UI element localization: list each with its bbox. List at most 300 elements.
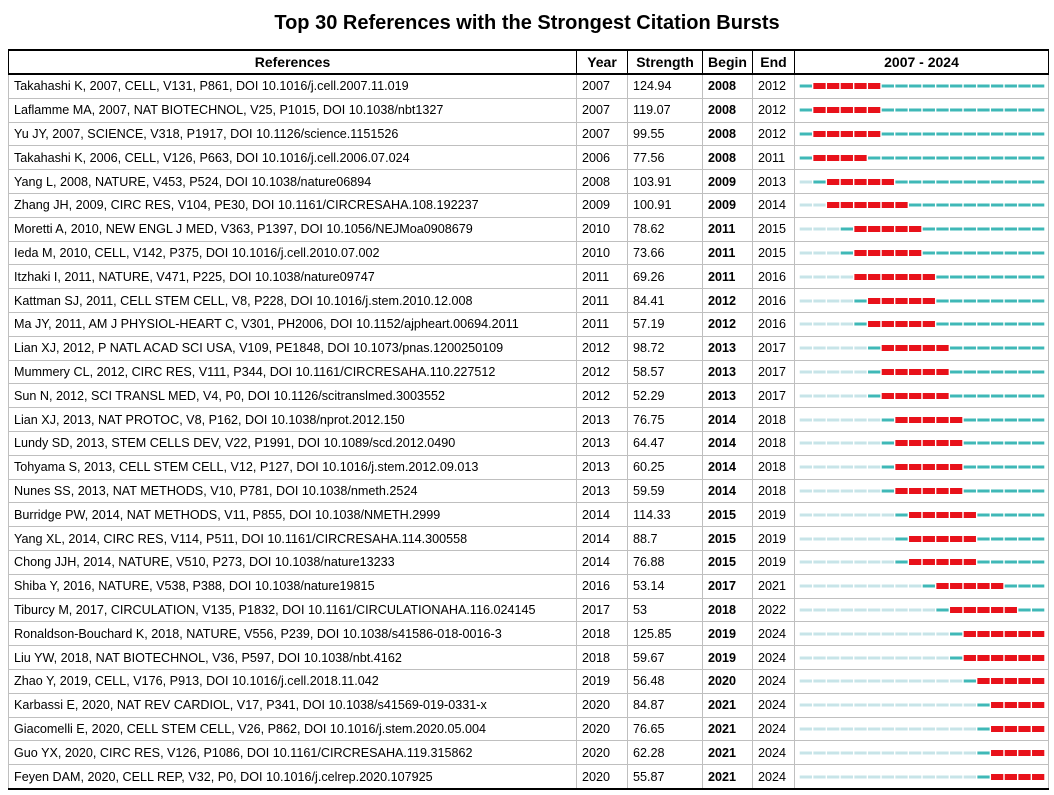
active-segment: [991, 537, 1003, 540]
active-segment: [1032, 251, 1044, 254]
burst-segment: [895, 417, 907, 423]
inactive-segment: [800, 775, 812, 778]
burst-segment: [854, 179, 866, 185]
begin-cell: 2020: [703, 669, 753, 693]
inactive-segment: [854, 751, 866, 754]
inactive-segment: [827, 323, 839, 326]
active-segment: [1032, 466, 1044, 469]
end-cell: 2024: [753, 741, 795, 765]
year-cell: 2020: [577, 717, 628, 741]
inactive-segment: [800, 323, 812, 326]
year-cell: 2014: [577, 550, 628, 574]
table-row: [9, 74, 1049, 98]
burst-segment: [1032, 655, 1044, 661]
burst-segment: [841, 202, 853, 208]
burst-timeline-cell: [795, 170, 1049, 194]
burst-segment: [909, 298, 921, 304]
active-segment: [964, 180, 976, 183]
strength-cell: 58.57: [628, 360, 703, 384]
burst-segment: [936, 345, 948, 351]
end-cell: 2019: [753, 503, 795, 527]
burst-segment: [868, 250, 880, 256]
burst-segment: [854, 226, 866, 232]
burst-timeline: [795, 313, 1049, 335]
burst-segment: [813, 131, 825, 137]
inactive-segment: [800, 680, 812, 683]
inactive-segment: [800, 180, 812, 183]
active-segment: [895, 180, 907, 183]
active-segment: [1005, 442, 1017, 445]
burst-segment: [909, 417, 921, 423]
inactive-segment: [854, 466, 866, 469]
inactive-segment: [827, 442, 839, 445]
burst-segment: [909, 345, 921, 351]
active-segment: [977, 704, 989, 707]
citation-burst-table: [8, 49, 1049, 790]
active-segment: [1005, 585, 1017, 588]
end-cell: 2012: [753, 74, 795, 98]
reference-cell: Takahashi K, 2006, CELL, V126, P663, DOI 10.1016/j.cell.2006.07.024: [9, 146, 577, 170]
table-row: [9, 622, 1049, 646]
active-segment: [991, 299, 1003, 302]
active-segment: [1032, 394, 1044, 397]
burst-segment: [854, 202, 866, 208]
burst-timeline: [795, 647, 1049, 669]
begin-cell: 2012: [703, 312, 753, 336]
active-segment: [977, 180, 989, 183]
inactive-segment: [813, 394, 825, 397]
burst-timeline: [795, 742, 1049, 764]
inactive-segment: [813, 442, 825, 445]
burst-timeline-cell: [795, 193, 1049, 217]
active-segment: [868, 156, 880, 159]
active-segment: [1005, 204, 1017, 207]
burst-segment: [1018, 726, 1030, 732]
active-segment: [909, 109, 921, 112]
reference-cell: Ronaldson-Bouchard K, 2018, NATURE, V556, P239, DOI 10.1038/s41586-018-0016-3: [9, 622, 577, 646]
active-segment: [1032, 180, 1044, 183]
burst-segment: [882, 298, 894, 304]
header-year: Year: [577, 50, 628, 74]
strength-cell: 53: [628, 598, 703, 622]
inactive-segment: [800, 442, 812, 445]
active-segment: [977, 466, 989, 469]
burst-timeline: [795, 385, 1049, 407]
inactive-segment: [868, 632, 880, 635]
active-segment: [895, 537, 907, 540]
active-segment: [991, 156, 1003, 159]
year-cell: 2014: [577, 527, 628, 551]
burst-segment: [1005, 702, 1017, 708]
active-segment: [909, 85, 921, 88]
inactive-segment: [868, 680, 880, 683]
burst-segment: [950, 488, 962, 494]
reference-cell: Yang XL, 2014, CIRC RES, V114, P511, DOI 10.1161/CIRCRESAHA.114.300558: [9, 527, 577, 551]
active-segment: [950, 85, 962, 88]
end-cell: 2016: [753, 289, 795, 313]
end-cell: 2024: [753, 646, 795, 670]
burst-segment: [964, 512, 976, 518]
active-segment: [895, 561, 907, 564]
inactive-segment: [841, 680, 853, 683]
active-segment: [1032, 299, 1044, 302]
year-cell: 2011: [577, 289, 628, 313]
table-row: [9, 669, 1049, 693]
end-cell: 2024: [753, 765, 795, 789]
burst-segment: [923, 298, 935, 304]
strength-cell: 60.25: [628, 455, 703, 479]
burst-timeline-cell: [795, 765, 1049, 789]
end-cell: 2011: [753, 146, 795, 170]
reference-cell: Burridge PW, 2014, NAT METHODS, V11, P855, DOI 10.1038/NMETH.2999: [9, 503, 577, 527]
active-segment: [964, 323, 976, 326]
burst-segment: [895, 202, 907, 208]
inactive-segment: [909, 585, 921, 588]
burst-timeline: [795, 194, 1049, 216]
active-segment: [1032, 109, 1044, 112]
year-cell: 2020: [577, 693, 628, 717]
inactive-segment: [923, 751, 935, 754]
burst-segment: [950, 536, 962, 542]
burst-timeline-cell: [795, 146, 1049, 170]
year-cell: 2019: [577, 669, 628, 693]
active-segment: [991, 394, 1003, 397]
table-row: [9, 336, 1049, 360]
inactive-segment: [813, 537, 825, 540]
active-segment: [964, 394, 976, 397]
burst-segment: [991, 678, 1003, 684]
begin-cell: 2021: [703, 693, 753, 717]
burst-segment: [923, 559, 935, 565]
inactive-segment: [813, 489, 825, 492]
active-segment: [950, 109, 962, 112]
inactive-segment: [841, 608, 853, 611]
burst-segment: [827, 179, 839, 185]
burst-segment: [895, 274, 907, 280]
active-segment: [923, 156, 935, 159]
inactive-segment: [895, 751, 907, 754]
active-segment: [800, 156, 812, 159]
inactive-segment: [882, 727, 894, 730]
inactive-segment: [895, 632, 907, 635]
active-segment: [1018, 251, 1030, 254]
inactive-segment: [841, 585, 853, 588]
active-segment: [991, 323, 1003, 326]
inactive-segment: [813, 418, 825, 421]
burst-segment: [991, 726, 1003, 732]
burst-segment: [841, 155, 853, 161]
end-cell: 2019: [753, 527, 795, 551]
inactive-segment: [882, 537, 894, 540]
reference-cell: Sun N, 2012, SCI TRANSL MED, V4, P0, DOI 10.1126/scitranslmed.3003552: [9, 384, 577, 408]
inactive-segment: [909, 608, 921, 611]
active-segment: [991, 513, 1003, 516]
year-cell: 2020: [577, 741, 628, 765]
active-segment: [1005, 466, 1017, 469]
active-segment: [950, 228, 962, 231]
active-segment: [1032, 442, 1044, 445]
inactive-segment: [841, 299, 853, 302]
burst-segment: [909, 536, 921, 542]
active-segment: [936, 323, 948, 326]
burst-segment: [923, 464, 935, 470]
inactive-segment: [909, 727, 921, 730]
active-segment: [1005, 323, 1017, 326]
burst-segment: [895, 250, 907, 256]
inactive-segment: [882, 704, 894, 707]
end-cell: 2014: [753, 193, 795, 217]
begin-cell: 2013: [703, 384, 753, 408]
inactive-segment: [854, 418, 866, 421]
active-segment: [977, 489, 989, 492]
burst-segment: [868, 131, 880, 137]
inactive-segment: [800, 204, 812, 207]
burst-segment: [827, 155, 839, 161]
header-strength: Strength: [628, 50, 703, 74]
active-segment: [882, 132, 894, 135]
year-cell: 2018: [577, 622, 628, 646]
table-row: [9, 598, 1049, 622]
burst-timeline-cell: [795, 408, 1049, 432]
begin-cell: 2014: [703, 431, 753, 455]
table-row: [9, 241, 1049, 265]
burst-timeline: [795, 766, 1049, 788]
end-cell: 2022: [753, 598, 795, 622]
table-row: [9, 693, 1049, 717]
inactive-segment: [882, 585, 894, 588]
burst-segment: [936, 583, 948, 589]
table-row: [9, 146, 1049, 170]
inactive-segment: [841, 656, 853, 659]
reference-cell: Kattman SJ, 2011, CELL STEM CELL, V8, P228, DOI 10.1016/j.stem.2010.12.008: [9, 289, 577, 313]
burst-segment: [1018, 702, 1030, 708]
burst-segment: [895, 393, 907, 399]
active-segment: [950, 347, 962, 350]
active-segment: [1018, 109, 1030, 112]
inactive-segment: [936, 727, 948, 730]
inactive-segment: [841, 418, 853, 421]
inactive-segment: [854, 632, 866, 635]
active-segment: [1005, 537, 1017, 540]
active-segment: [895, 156, 907, 159]
active-segment: [936, 109, 948, 112]
burst-segment: [882, 179, 894, 185]
inactive-segment: [827, 632, 839, 635]
begin-cell: 2008: [703, 98, 753, 122]
active-segment: [936, 180, 948, 183]
inactive-segment: [909, 751, 921, 754]
inactive-segment: [936, 680, 948, 683]
end-cell: 2012: [753, 98, 795, 122]
active-segment: [977, 394, 989, 397]
inactive-segment: [964, 751, 976, 754]
active-segment: [800, 85, 812, 88]
active-segment: [1032, 489, 1044, 492]
burst-timeline-cell: [795, 693, 1049, 717]
burst-timeline: [795, 123, 1049, 145]
burst-timeline: [795, 528, 1049, 550]
inactive-segment: [868, 489, 880, 492]
inactive-segment: [813, 299, 825, 302]
reference-cell: Tohyama S, 2013, CELL STEM CELL, V12, P127, DOI 10.1016/j.stem.2012.09.013: [9, 455, 577, 479]
burst-timeline: [795, 694, 1049, 716]
burst-timeline: [795, 409, 1049, 431]
active-segment: [1018, 442, 1030, 445]
table-row: [9, 384, 1049, 408]
burst-segment: [1032, 702, 1044, 708]
inactive-segment: [800, 656, 812, 659]
inactive-segment: [854, 394, 866, 397]
active-segment: [964, 466, 976, 469]
reference-cell: Lian XJ, 2012, P NATL ACAD SCI USA, V109, PE1848, DOI 10.1073/pnas.1200250109: [9, 336, 577, 360]
end-cell: 2024: [753, 622, 795, 646]
burst-segment: [1005, 607, 1017, 613]
reference-cell: Itzhaki I, 2011, NATURE, V471, P225, DOI 10.1038/nature09747: [9, 265, 577, 289]
burst-segment: [936, 559, 948, 565]
active-segment: [1032, 347, 1044, 350]
begin-cell: 2015: [703, 527, 753, 551]
inactive-segment: [800, 275, 812, 278]
inactive-segment: [800, 418, 812, 421]
burst-segment: [1032, 750, 1044, 756]
inactive-segment: [868, 775, 880, 778]
inactive-segment: [800, 370, 812, 373]
table-row: [9, 360, 1049, 384]
active-segment: [977, 299, 989, 302]
reference-cell: Laflamme MA, 2007, NAT BIOTECHNOL, V25, P1015, DOI 10.1038/nbt1327: [9, 98, 577, 122]
begin-cell: 2008: [703, 122, 753, 146]
year-cell: 2011: [577, 265, 628, 289]
burst-segment: [841, 107, 853, 113]
burst-segment: [977, 583, 989, 589]
inactive-segment: [813, 561, 825, 564]
burst-segment: [977, 655, 989, 661]
active-segment: [1032, 85, 1044, 88]
burst-timeline: [795, 456, 1049, 478]
inactive-segment: [950, 680, 962, 683]
year-cell: 2013: [577, 479, 628, 503]
inactive-segment: [827, 466, 839, 469]
table-row: [9, 717, 1049, 741]
burst-timeline-cell: [795, 384, 1049, 408]
active-segment: [1018, 394, 1030, 397]
inactive-segment: [827, 347, 839, 350]
burst-segment: [936, 512, 948, 518]
table-row: [9, 527, 1049, 551]
burst-segment: [882, 202, 894, 208]
active-segment: [882, 109, 894, 112]
reference-cell: Tiburcy M, 2017, CIRCULATION, V135, P1832, DOI 10.1161/CIRCULATIONAHA.116.024145: [9, 598, 577, 622]
active-segment: [991, 132, 1003, 135]
burst-segment: [1032, 631, 1044, 637]
burst-segment: [950, 464, 962, 470]
inactive-segment: [923, 727, 935, 730]
inactive-segment: [909, 680, 921, 683]
inactive-segment: [882, 656, 894, 659]
active-segment: [991, 347, 1003, 350]
active-segment: [964, 442, 976, 445]
inactive-segment: [882, 680, 894, 683]
active-segment: [977, 370, 989, 373]
active-segment: [964, 347, 976, 350]
active-segment: [1005, 561, 1017, 564]
strength-cell: 84.87: [628, 693, 703, 717]
burst-timeline-cell: [795, 550, 1049, 574]
burst-segment: [1018, 750, 1030, 756]
inactive-segment: [813, 727, 825, 730]
active-segment: [991, 466, 1003, 469]
burst-segment: [923, 369, 935, 375]
inactive-segment: [800, 513, 812, 516]
year-cell: 2009: [577, 193, 628, 217]
active-segment: [1005, 132, 1017, 135]
burst-timeline-cell: [795, 717, 1049, 741]
burst-segment: [854, 250, 866, 256]
burst-segment: [882, 345, 894, 351]
active-segment: [1018, 180, 1030, 183]
active-segment: [964, 418, 976, 421]
begin-cell: 2015: [703, 503, 753, 527]
inactive-segment: [868, 442, 880, 445]
year-cell: 2007: [577, 122, 628, 146]
burst-segment: [827, 83, 839, 89]
inactive-segment: [909, 704, 921, 707]
inactive-segment: [800, 466, 812, 469]
inactive-segment: [936, 632, 948, 635]
burst-segment: [923, 321, 935, 327]
active-segment: [1005, 85, 1017, 88]
burst-segment: [923, 536, 935, 542]
active-segment: [1018, 204, 1030, 207]
burst-segment: [964, 536, 976, 542]
inactive-segment: [841, 323, 853, 326]
burst-segment: [991, 607, 1003, 613]
inactive-segment: [936, 751, 948, 754]
inactive-segment: [827, 585, 839, 588]
end-cell: 2018: [753, 479, 795, 503]
end-cell: 2017: [753, 336, 795, 360]
inactive-segment: [841, 537, 853, 540]
inactive-segment: [868, 513, 880, 516]
inactive-segment: [841, 632, 853, 635]
reference-cell: Chong JJH, 2014, NATURE, V510, P273, DOI 10.1038/nature13233: [9, 550, 577, 574]
strength-cell: 114.33: [628, 503, 703, 527]
inactive-segment: [813, 608, 825, 611]
burst-segment: [882, 393, 894, 399]
inactive-segment: [841, 275, 853, 278]
inactive-segment: [813, 680, 825, 683]
burst-segment: [813, 155, 825, 161]
end-cell: 2012: [753, 122, 795, 146]
inactive-segment: [868, 585, 880, 588]
inactive-segment: [923, 704, 935, 707]
active-segment: [991, 275, 1003, 278]
table-row: [9, 408, 1049, 432]
inactive-segment: [827, 275, 839, 278]
burst-timeline-cell: [795, 598, 1049, 622]
active-segment: [950, 632, 962, 635]
burst-segment: [964, 631, 976, 637]
reference-cell: Zhang JH, 2009, CIRC RES, V104, PE30, DOI 10.1161/CIRCRESAHA.108.192237: [9, 193, 577, 217]
active-segment: [1032, 204, 1044, 207]
burst-segment: [868, 298, 880, 304]
active-segment: [950, 323, 962, 326]
burst-timeline: [795, 218, 1049, 240]
active-segment: [964, 370, 976, 373]
active-segment: [964, 156, 976, 159]
inactive-segment: [868, 704, 880, 707]
inactive-segment: [827, 299, 839, 302]
